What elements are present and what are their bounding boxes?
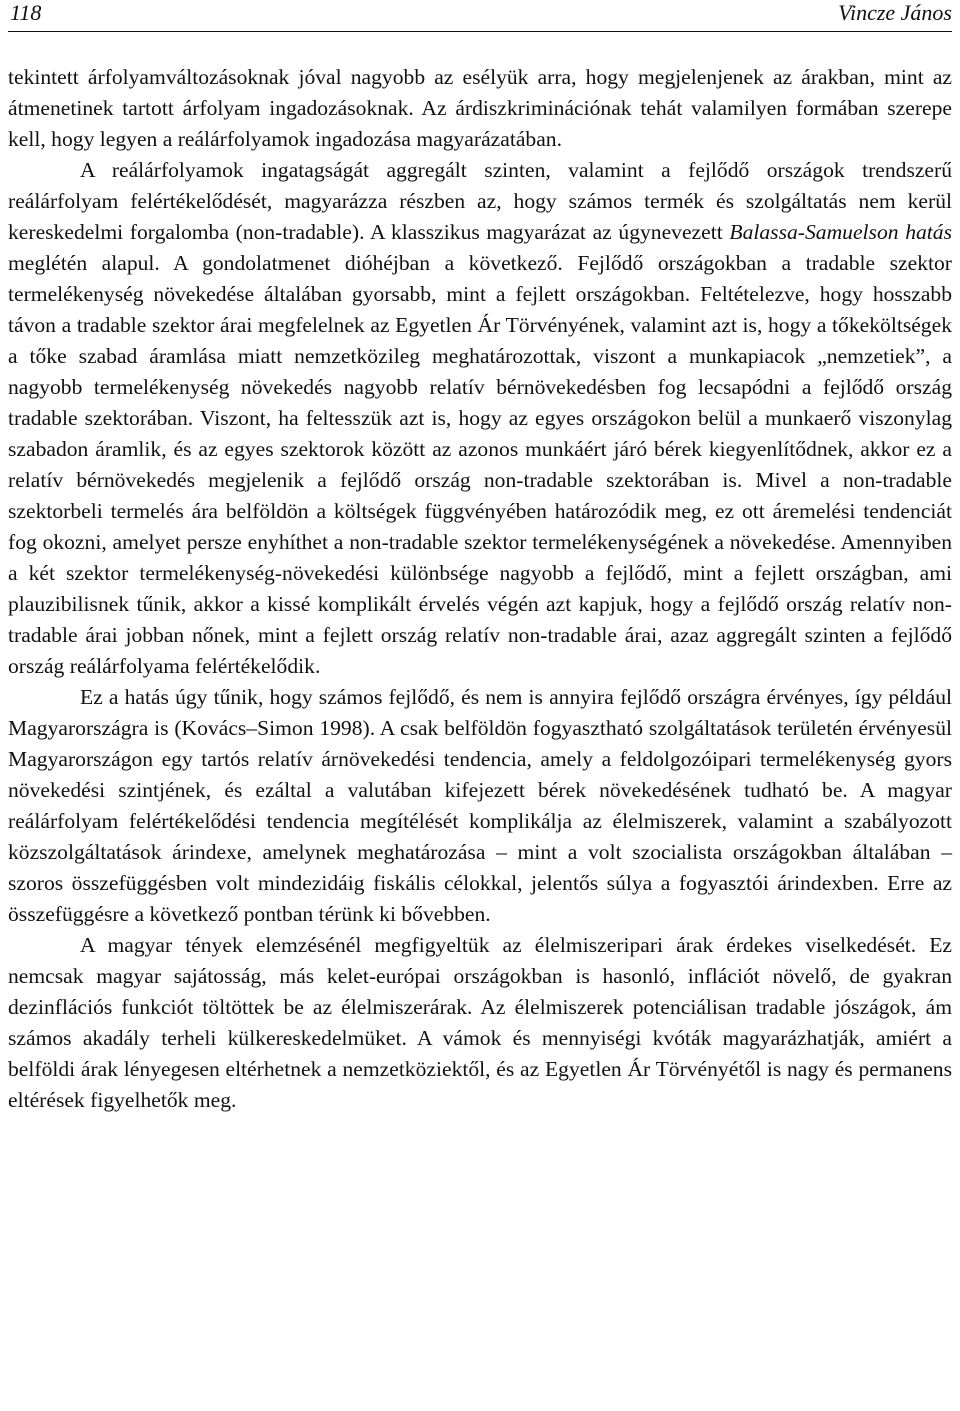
paragraph-text: A reálárfolyamok ingatagságát aggregált szinten, valamint a fejlődő országok trendszerű reálárfolyam felértékelődését, magyarázza részben az, hogy számos termék és szolgáltatás nem kerül kereskedelmi forgalomba (non-tradable). A klasszikus magyarázat az úgynevezett [8, 158, 952, 244]
paragraph-continued: tekintett árfolyamváltozásoknak jóval nagyobb az esélyük arra, hogy megjelenjenek az árakban, mint az átmenetinek tartott árfolyam ingadozásoknak. Az árdiszkriminációnak tehát valamilyen formában szerepe kell, hogy legyen a reálárfolyamok ingadozása magyarázatában. [8, 65, 952, 151]
paragraph-hungary: Ez a hatás úgy tűnik, hogy számos fejlődő, és nem is annyira fejlődő országra érvényes, így például Magyarországra is (Kovács–Simon 1998). A csak belföldön fogyasztható szolgáltatások területén érvényesül Magyarországon egy tartós relatív árnövekedési tendencia, amely a feldolgozóipari termelékenység gyors növekedési szintjének, és ezáltal a valutában kifejezett bérek növekedésének tudható be. A magyar reálárfolyam felértékelődési tendencia megítélését komplikálja az élelmiszerek, valamint a szabályozott közszolgáltatások árindexe, amelynek meghatározása – mint a volt szocialista országokban általában – szoros összefüggésben volt mindezidáig fiskális célokkal, jelentős súlya a fogyasztói árindexben. Erre az összefüggésre a következő pontban térünk ki bővebben. [8, 685, 952, 926]
header-rule [8, 31, 952, 32]
paragraph-text: meglétén alapul. A gondolatmenet dióhéjban a következő. Fejlődő országokban a tradable szektor termelékenység növekedése általában gyorsabb, mint a fejlett országokban. Feltételezve, hogy hosszabb távon a tradable szektor árai megfelelnek az Egyetlen Ár Törvényének, valamint azt is, hogy a tőkeköltségek a tőke szabad áramlása miatt nemzetközileg meghatározottak, viszont a munkapiacok „nemzetiek”, a nagyobb termelékenység növekedés nagyobb relatív bérnövekedésben fog lecsapódni a fejlődő ország tradable szektorában. Viszont, ha feltesszük azt is, hogy az egyes országokon belül a munkaerő viszonylag szabadon áramlik, és az egyes szektorok között az azonos munkáért járó bérek kiegyenlítődnek, akkor ez a relatív bérnövekedés megjelenik a fejlődő ország non-tradable szektorában is. Mivel a non-tradable szektorbeli termelés ára belföldön a költségek függvényében határozódik meg, ez ott áremelési tendenciát fog okozni, amelyet persze enyhíthet a non-tradable szektor termelékenységének a növekedése. Amennyiben a két szektor termelékenység-növekedési különbsége nagyobb a fejlődő, mint a fejlett országban, ami plauzibilisnek tűnik, akkor a kissé komplikált érvelés végén azt kapjuk, hogy a fejlődő ország relatív non-tradable árai jobban nőnek, mint a fejlett ország relatív non-tradable árai, azaz aggregált szinten a fejlődő ország reálárfolyama felértékelődik. [8, 251, 952, 678]
page-number: 118 [10, 0, 42, 25]
italic-term: Balassa-Samuelson hatás [729, 220, 952, 244]
paragraph-balassa-samuelson [8, 155, 952, 682]
running-author: Vincze János [838, 0, 952, 25]
document-page [8, 0, 952, 1112]
paragraph-food-prices: A magyar tények elemzésénél megfigyeltük az élelmiszeripari árak érdekes viselkedését. Ez nemcsak magyar sajátosság, más kelet-európai országokban is hasonló, inflációt növelő, de gyakran dezinflációs funkciót töltöttek be az élelmiszerárak. Az élelmiszerek potenciálisan tradable jószágok, ám számos akadály terheli külkereskedelmüket. A vámok és mennyiségi kvóták magyarázhatják, amiért a belföldi árak lényegesen eltérhetnek a nemzetköziektől, és az Egyetlen Ár Törvényétől is nagy és permanens eltérések figyelhetők meg. [8, 933, 952, 1112]
running-header [8, 0, 952, 34]
body-text [8, 62, 952, 1116]
